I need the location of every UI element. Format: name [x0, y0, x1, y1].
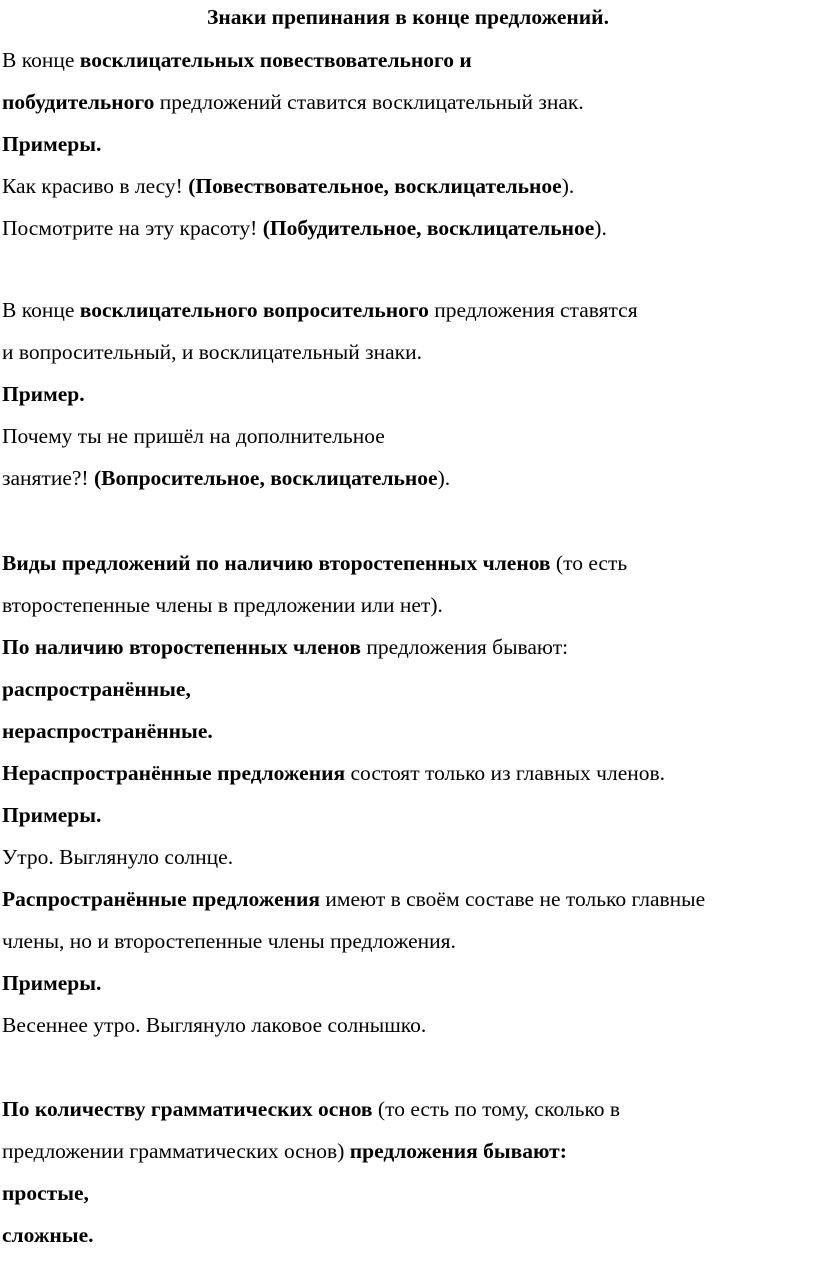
plain-text: ).: [594, 216, 607, 240]
text-line: [2, 339, 422, 365]
bold-text: нераспространённые.: [2, 719, 213, 743]
bold-text: По количеству грамматических основ: [2, 1097, 373, 1121]
bold-text: (Повествовательное, восклицательное: [188, 174, 562, 198]
plain-text: занятие?!: [2, 466, 94, 490]
plain-text: Весеннее утро. Выглянуло лаковое солнышко.: [2, 1013, 427, 1037]
plain-text: ).: [561, 174, 575, 198]
text-line: [2, 886, 705, 912]
text-line: [2, 928, 456, 954]
text-line: [2, 215, 607, 241]
text-line: [2, 718, 213, 744]
plain-text: имеют в своём составе не только главные: [320, 887, 706, 911]
bold-text: простые,: [2, 1181, 89, 1205]
plain-text: Почему ты не пришёл на дополнительное: [2, 424, 385, 448]
bold-text: (Побудительное, восклицательное: [262, 216, 595, 240]
plain-text: и вопросительный, и восклицательный знаки.: [2, 340, 422, 364]
text-line: [2, 89, 584, 115]
bold-text: Примеры.: [2, 132, 102, 156]
plain-text: ).: [437, 466, 451, 490]
bold-text: Нераспространённые предложения: [2, 761, 346, 785]
bold-text: предложения бывают:: [349, 1139, 567, 1163]
bold-text: распространённые,: [2, 677, 191, 701]
text-line: [2, 423, 385, 449]
bold-text: восклицательных повествовательного и: [79, 48, 472, 72]
text-line: [2, 970, 101, 996]
bold-text: восклицательного вопросительного: [79, 298, 429, 322]
plain-text: (то есть: [550, 551, 628, 575]
text-line: [2, 550, 627, 576]
bold-text: сложные.: [2, 1223, 94, 1247]
text-line: [2, 1180, 89, 1206]
plain-text: Как красиво в лесу!: [2, 174, 189, 198]
text-line: [2, 131, 101, 157]
text-line: [2, 47, 472, 73]
bold-text: Примеры.: [2, 803, 102, 827]
text-line: [2, 381, 85, 407]
bold-text: По наличию второстепенных членов: [2, 635, 361, 659]
text-line: [2, 676, 191, 702]
bold-text: Пример.: [2, 382, 85, 406]
bold-text: Распространённые предложения: [2, 887, 321, 911]
plain-text: (то есть по тому, сколько в: [372, 1097, 621, 1121]
bold-text: Виды предложений по наличию второстепенных членов: [2, 551, 551, 575]
bold-text: (Вопросительное, восклицательное: [93, 466, 438, 490]
text-line: [2, 592, 443, 618]
text-line: [2, 1222, 94, 1248]
bold-text: побудительного: [2, 90, 155, 114]
text-line: [2, 844, 233, 870]
text-line: [2, 1138, 567, 1164]
plain-text: члены, но и второстепенные члены предложения.: [2, 929, 456, 953]
text-line: [2, 465, 450, 491]
text-line: [2, 1096, 620, 1122]
plain-text: В конце: [2, 48, 80, 72]
document-title: Знаки препинания в конце предложений.: [207, 5, 609, 29]
plain-text: предложения бывают:: [360, 635, 569, 659]
plain-text: В конце: [2, 298, 80, 322]
plain-text: предложения ставятся: [428, 298, 638, 322]
text-line: [2, 173, 574, 199]
bold-text: Примеры.: [2, 971, 102, 995]
text-line: [2, 634, 568, 660]
text-line: [2, 1012, 426, 1038]
text-line: [2, 802, 101, 828]
text-line: [2, 297, 638, 323]
plain-text: предложении грамматических основ): [2, 1139, 350, 1163]
text-line: [2, 760, 665, 786]
plain-text: Утро. Выглянуло солнце.: [2, 845, 234, 869]
plain-text: Посмотрите на эту красоту!: [2, 216, 263, 240]
plain-text: предложений ставится восклицательный знак.: [154, 90, 584, 114]
plain-text: состоят только из главных членов.: [345, 761, 666, 785]
plain-text: второстепенные члены в предложении или нет).: [2, 593, 443, 617]
